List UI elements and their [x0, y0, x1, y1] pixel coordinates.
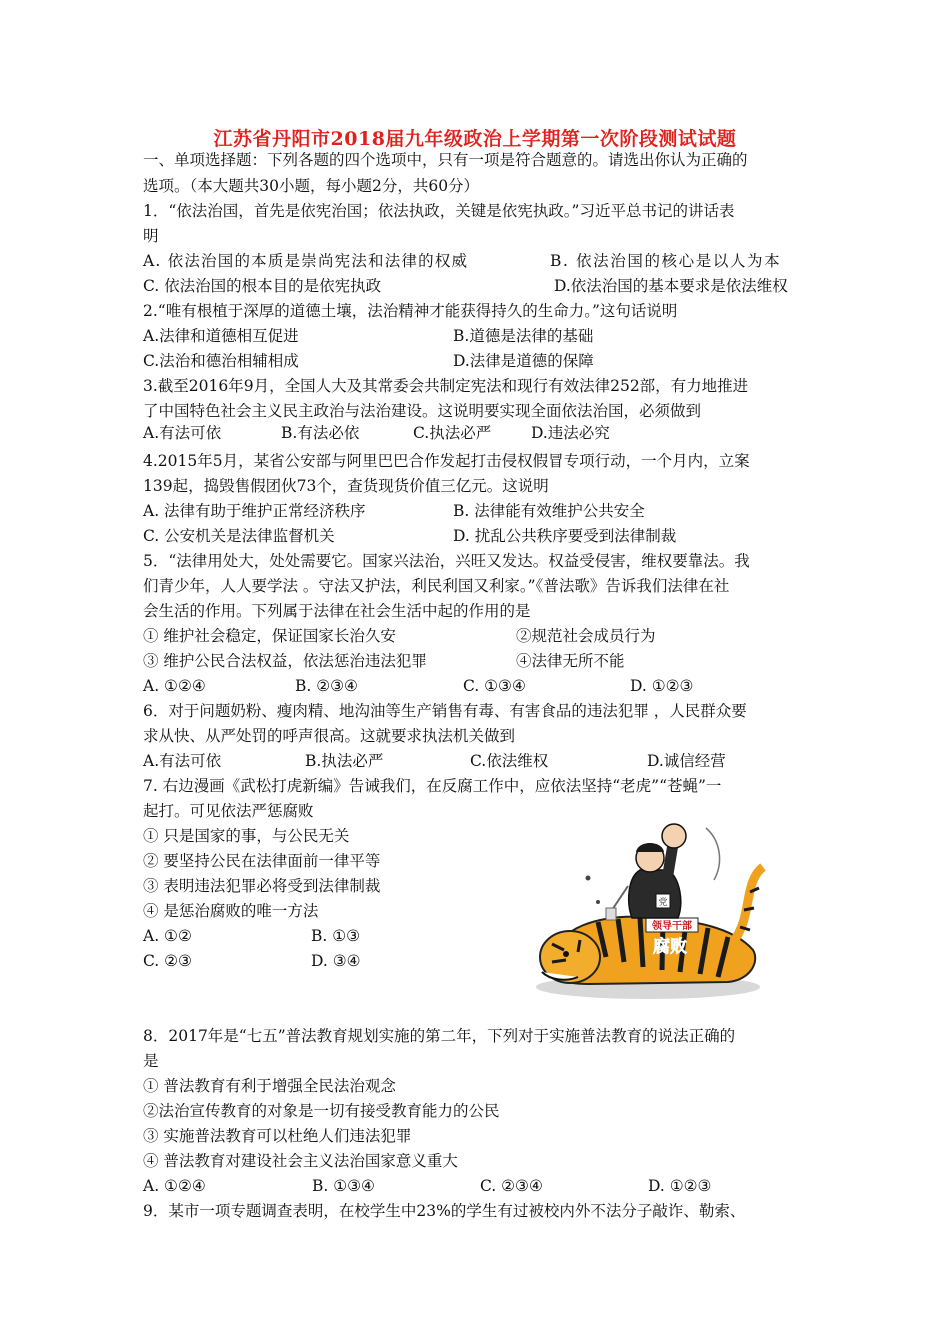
q6-option-b: B.执法必严 [305, 752, 384, 770]
q5-item-1: ① 维护社会稳定，保证国家长治久安 [143, 627, 396, 645]
q3-option-a: A.有法可依 [143, 424, 222, 442]
q6-option-d: D.诚信经营 [647, 752, 726, 770]
q8-option-b: B. ①③④ [312, 1177, 375, 1195]
q8-option-c: C. ②③④ [480, 1177, 543, 1195]
q8-option-a: A. ①②④ [143, 1177, 206, 1195]
q5-option-b: B. ②③④ [295, 677, 358, 695]
q2-option-b: B.道德是法律的基础 [453, 327, 594, 345]
q4-option-c: C. 公安机关是法律监督机关 [143, 527, 335, 545]
q2-option-c: C.法治和德治相辅相成 [143, 352, 299, 370]
q5-option-d: D. ①②③ [630, 677, 694, 695]
q6-stem-cont: 求从快、从严处罚的呼声很高。这就要求执法机关做到 [143, 727, 516, 745]
q9-stem: 9．某市一项专题调查表明，在校学生中23%的学生有过被校内外不法分子敲诈、勒索、 [143, 1202, 746, 1220]
q5-option-c: C. ①③④ [463, 677, 526, 695]
q7-item-1: ① 只是国家的事，与公民无关 [143, 827, 350, 845]
cartoon-label-corruption: 腐败 [653, 937, 687, 957]
q8-item-4: ④ 普法教育对建设社会主义法治国家意义重大 [143, 1152, 458, 1170]
q8-item-3: ③ 实施普法教育可以杜绝人们违法犯罪 [143, 1127, 412, 1145]
q2-option-a: A.法律和道德相互促进 [143, 327, 299, 345]
q2-option-d: D.法律是道德的保障 [453, 352, 594, 370]
page-title: 江苏省丹阳市2018届九年级政治上学期第一次阶段测试试题 [213, 128, 737, 150]
q5-stem-cont: 们青少年，人人要学法 。守法又护法，利民利国又利家。”《普法歌》告诉我们法律在社 [143, 577, 730, 595]
q1-option-a: A. 依法治国的本质是崇尚宪法和法律的权威 [143, 252, 469, 270]
q4-option-b: B. 法律能有效维护公共安全 [453, 502, 645, 520]
cartoon-label-officials: 领导干部 [652, 921, 692, 932]
q7-option-b: B. ①③ [311, 927, 361, 945]
q3-option-d: D.违法必究 [531, 424, 610, 442]
q5-stem-cont2: 会生活的作用。下列属于法律在社会生活中起的作用的是 [143, 602, 531, 620]
q5-stem: 5．“法律用处大，处处需要它。国家兴法治，兴旺又发达。权益受侵害，维权要靠法。我 [143, 552, 750, 570]
q7-option-d: D. ③④ [311, 952, 361, 970]
q8-stem-cont: 是 [143, 1052, 159, 1070]
q1-stem: 1．“依法治国，首先是依宪治国；依法执政，关键是依宪执政。”习近平总书记的讲话表 [143, 202, 735, 220]
section-instruction: 一、单项选择题：下列各题的四个选项中，只有一项是符合题意的。请选出你认为正确的 [143, 151, 748, 169]
q5-option-a: A. ①②④ [143, 677, 206, 695]
q4-option-a: A. 法律有助于维护正常经济秩序 [143, 502, 366, 520]
section-instruction-cont: 选项。（本大题共30小题，每小题2分，共60分） [143, 177, 480, 195]
q8-item-1: ① 普法教育有利于增强全民法治观念 [143, 1077, 396, 1095]
q5-item-4: ④法律无所不能 [516, 652, 625, 670]
q1-option-c: C. 依法治国的根本目的是依宪执政 [143, 277, 382, 295]
q6-stem: 6．对于问题奶粉、瘦肉精、地沟油等生产销售有毒、有害食品的违法犯罪 ，人民群众要 [143, 702, 747, 720]
q5-item-2: ②规范社会成员行为 [516, 627, 656, 645]
q7-item-4: ④ 是惩治腐败的唯一方法 [143, 902, 319, 920]
q3-stem: 3.截至2016年9月，全国人大及其常委会共制定宪法和现行有效法律252部，有力地推进 [143, 377, 749, 395]
q8-item-2: ②法治宣传教育的对象是一切有接受教育能力的公民 [143, 1102, 500, 1120]
q2-stem: 2.“唯有根植于深厚的道德土壤，法治精神才能获得持久的生命力。”这句话说明 [143, 302, 678, 320]
q8-stem: 8．2017年是“七五”普法教育规划实施的第二年，下列对于实施普法教育的说法正确的 [143, 1027, 736, 1045]
q7-option-c: C. ②③ [143, 952, 192, 970]
q1-option-b: B. 依法治国的核心是以人为本 [550, 252, 782, 270]
cartoon-party-seal: 党 [658, 898, 668, 908]
q7-item-3: ③ 表明违法犯罪必将受到法律制裁 [143, 877, 381, 895]
q8-option-d: D. ①②③ [648, 1177, 712, 1195]
q7-stem: 7. 右边漫画《武松打虎新编》告诫我们，在反腐工作中，应依法坚持“老虎”“苍蝇”一 [143, 777, 722, 795]
q3-stem-cont: 了中国特色社会主义民主政治与法治建设。这说明要实现全面依法治国，必须做到 [143, 402, 702, 420]
q7-stem-cont: 起打。可见依法严惩腐败 [143, 802, 314, 820]
q1-option-d: D.依法治国的基本要求是依法维权 [554, 277, 788, 295]
q5-item-3: ③ 维护公民合法权益，依法惩治违法犯罪 [143, 652, 427, 670]
q3-option-c: C.执法必严 [413, 424, 492, 442]
q1-stem-cont: 明 [143, 227, 159, 245]
q6-option-a: A.有法可依 [143, 752, 222, 770]
q4-stem: 4.2015年5月，某省公安部与阿里巴巴合作发起打击侵权假冒专项行动，一个月内，立案 [143, 452, 750, 470]
q7-option-a: A. ①② [143, 927, 192, 945]
q7-item-2: ② 要坚持公民在法律面前一律平等 [143, 852, 381, 870]
q3-option-b: B.有法必依 [281, 424, 360, 442]
q6-option-c: C.依法维权 [470, 752, 549, 770]
q4-stem-cont: 139起，捣毁售假团伙73个，查货现货价值三亿元。这说明 [143, 477, 549, 495]
q4-option-d: D. 扰乱公共秩序要受到法律制裁 [453, 527, 677, 545]
wusong-tiger-cartoon [528, 822, 774, 1004]
